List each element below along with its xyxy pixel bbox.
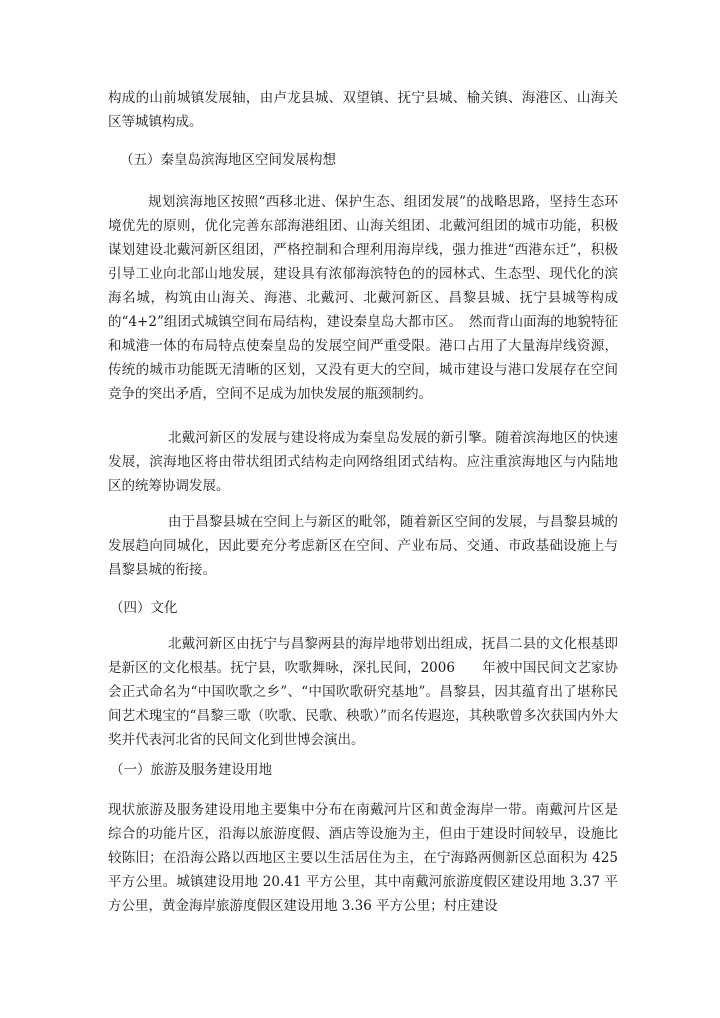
- paragraph-coastal-planning: 规划滨海地区按照“西移北进、保护生态、组团发展”的战略思路，坚持生态环境优先的原则，优化完善东部海港组团、山海关组团、北戴河组团的城市功能，积极谋划建设北戴河新区组团，严格控制和合理利用海岸线，强力推进“西港东迁”，积极引导工业向北部山地发展，建设具有浓郁海滨特色的的园林式、生态型、现代化的滨海名城，构筑由山海关、海港、北戴河、北戴河新区、昌黎县城、抚宁县城等构成的“4+2”组团式城镇空间布局结构，建设秦皇岛大都市区。 然而背山面海的地貌特征和城港一体的布局特点使秦皇岛的发展空间严重受限。港口占用了大量海岸线资源，传统的城市功能既无清晰的区划，又没有更大的空间，城市建设与港口发展存在空间竞争的突出矛盾，空间不足成为加快发展的瓶颈制约。: [108, 194, 618, 402]
- paragraph-new-district-engine: 北戴河新区的发展与建设将成为秦皇岛发展的新引擎。随着滨海地区的快速发展，滨海地区将由带状组团式结构走向网络组团式结构。应注重滨海地区与内陆地区的统筹协调发展。: [108, 430, 618, 494]
- heading-culture: （四）文化: [110, 600, 178, 616]
- heading-coastal-spatial-concept: （五）秦皇岛滨海地区空间发展构想: [120, 152, 336, 168]
- paragraph-changli-integration: 由于昌黎县城在空间上与新区的毗邻，随着新区空间的发展，与昌黎县城的发展趋向同城化，因此要充分考虑新区在空间、产业布局、交通、市政基础设施上与昌黎县城的衔接。: [108, 514, 618, 578]
- paragraph-mountain-axis: 构成的山前城镇发展轴，由卢龙县城、双望镇、抚宁县城、榆关镇、海港区、山海关区等城镇构成。: [108, 90, 618, 130]
- heading-tourism-land: （一）旅游及服务建设用地: [110, 762, 272, 778]
- paragraph-culture: 北戴河新区由抚宁与昌黎两县的海岸地带划出组成，抚昌二县的文化根基即是新区的文化根基。抚宁县，吹歌舞咏，深扎民间，2006 年被中国民间文艺家协会正式命名为“中国吹歌之乡”、“中国吹歌研究基地”。昌黎县，因其蕴育出了堪称民间艺术瑰宝的“昌黎三歌（吹歌、民歌、秧歌）”而名传遐迩，其秧歌曾多次获国内外大奖并代表河北省的民间文化到世博会演出。: [108, 636, 618, 748]
- paragraph-tourism-land: 现状旅游及服务建设用地主要集中分布在南戴河片区和黄金海岸一带。南戴河片区是综合的功能片区，沿海以旅游度假、酒店等设施为主，但由于建设时间较早，设施比较陈旧；在沿海公路以西地区主要以生活居住为主，在宁海路两侧新区总面积为 425 平方公里。城镇建设用地 20.41 平方公里，其中南戴河旅游度假区建设用地 3.37 平方公里，黄金海岸旅游度假区建设用地 3.36 平方公里；村庄建设: [108, 802, 618, 914]
